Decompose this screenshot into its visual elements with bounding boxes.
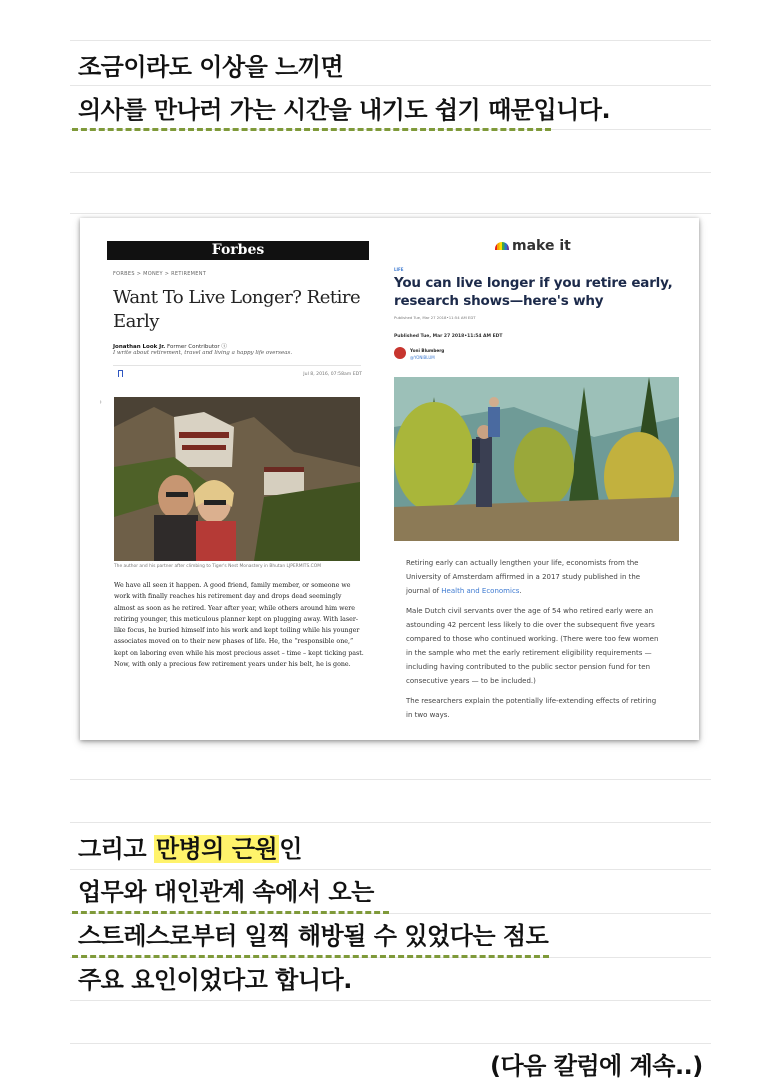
side-mark: ⁾ (100, 400, 102, 407)
makeit-published: Published Tue, Mar 27 2018•11:54 AM EDT (394, 334, 503, 339)
forbes-photo-caption: The author and his partner after climbing to Tiger's Nest Monastery in Bhutan LJPERMITS.COM (114, 564, 321, 569)
ruled-line (70, 213, 711, 214)
bookmark-icon (118, 370, 123, 377)
makeit-logo-text: make it (512, 238, 571, 254)
ruled-line (70, 869, 711, 870)
makeit-category-tag: LIFE (394, 267, 404, 272)
continued-note: (다음 칼럼에 계속..) (490, 1052, 703, 1080)
forbes-author-name: Jonathan Look Jr. (113, 344, 166, 350)
forbes-logo-bar: Forbes (107, 241, 369, 260)
forest-hikers-illustration (394, 377, 679, 541)
peacock-icon (495, 242, 509, 250)
forbes-author-role: Former Contributor ⓘ (167, 344, 227, 350)
underline-dash (72, 955, 549, 958)
ruled-line (70, 822, 711, 823)
forbes-date: Jul 8, 2016, 07:58am EDT (303, 372, 362, 377)
makeit-headline: You can live longer if you retire early, research shows—here's why (394, 275, 673, 309)
outro-line-1-post: 인 (279, 835, 302, 863)
article-screenshot-card (80, 218, 699, 740)
divider (113, 365, 361, 366)
intro-line-1: 조금이라도 이상을 느끼면 (78, 53, 344, 81)
makeit-author-handle: @YONIBLUM (410, 355, 435, 360)
makeit-paragraph-1 (406, 556, 664, 598)
intro-line-2: 의사를 만나러 가는 시간을 내기도 쉽기 때문입니다. (78, 96, 611, 124)
ruled-line (70, 85, 711, 86)
forbes-article-body: We have all seen it happen. A good friend, family member, or someone we work with finally reaches his retirement day and drops dead seemingly almost as soon as he retired. Year after year, while others around him were retiring younger, this meticulous planner kept on plugging away. With laser-like focus, he buried himself into his work and kept toiling while his younger associates moved on to their new phases of life. He, the “responsible one,” kept on laboring even while his most precious asset – time – kept ticking past. Now, with only a precious few retirement years under his belt, he is gone. (114, 582, 364, 669)
avatar (394, 347, 406, 359)
makeit-logo (495, 238, 571, 254)
highlighted-phrase: 만병의 근원 (155, 835, 278, 863)
couple-photo-illustration (114, 397, 360, 561)
forbes-author-bio: I write about retirement, travel and living a happy life overseas. (113, 350, 293, 356)
forbes-breadcrumb: FORBES > MONEY > RETIREMENT (113, 271, 207, 277)
makeit-photo (394, 377, 679, 541)
makeit-author: Yoni Blumberg (410, 348, 445, 353)
ruled-line (70, 1000, 711, 1001)
underline-dash (72, 911, 389, 914)
underline-dash (72, 128, 551, 131)
outro-line-3: 스트레스로부터 일찍 해방될 수 있었다는 점도 (78, 922, 549, 950)
makeit-paragraph-1-text: Retiring early can actually lengthen your life, economists from the University of Amsterdam affirmed in a 2017 study published in the journal of (406, 559, 641, 595)
ruled-line (70, 40, 711, 41)
outro-line-2: 업무와 대인관계 속에서 오는 (78, 878, 374, 906)
ruled-line (70, 1043, 711, 1044)
ruled-line (70, 779, 711, 780)
forbes-photo (114, 397, 360, 561)
outro-line-1 (78, 834, 302, 864)
makeit-paragraph-1-end: . (519, 587, 522, 595)
makeit-paragraph-2: Male Dutch civil servants over the age of 54 who retired early were an astounding 42 percent less likely to die over the subsequent five years compared to those who continued working. (There were too few women in the sample who met the early retirement eligibility requirements — including having contributed to the public sector pension fund for ten consecutive years — to be included.) (406, 607, 659, 685)
outro-line-1-pre: 그리고 (78, 835, 154, 863)
makeit-paragraph-3: The researchers explain the potentially life-extending effects of retiring in two ways. (406, 697, 657, 719)
forbes-author-line (113, 342, 227, 350)
outro-line-4: 주요 요인이었다고 합니다. (78, 966, 352, 994)
makeit-small-meta: Published Tue, Mar 27 2018•11:54 AM EDT (394, 315, 476, 320)
forbes-headline: Want To Live Longer? Retire Early (113, 287, 361, 332)
ruled-line (70, 172, 711, 173)
makeit-article-body (406, 556, 664, 728)
health-economics-link[interactable]: Health and Economics (441, 587, 520, 595)
